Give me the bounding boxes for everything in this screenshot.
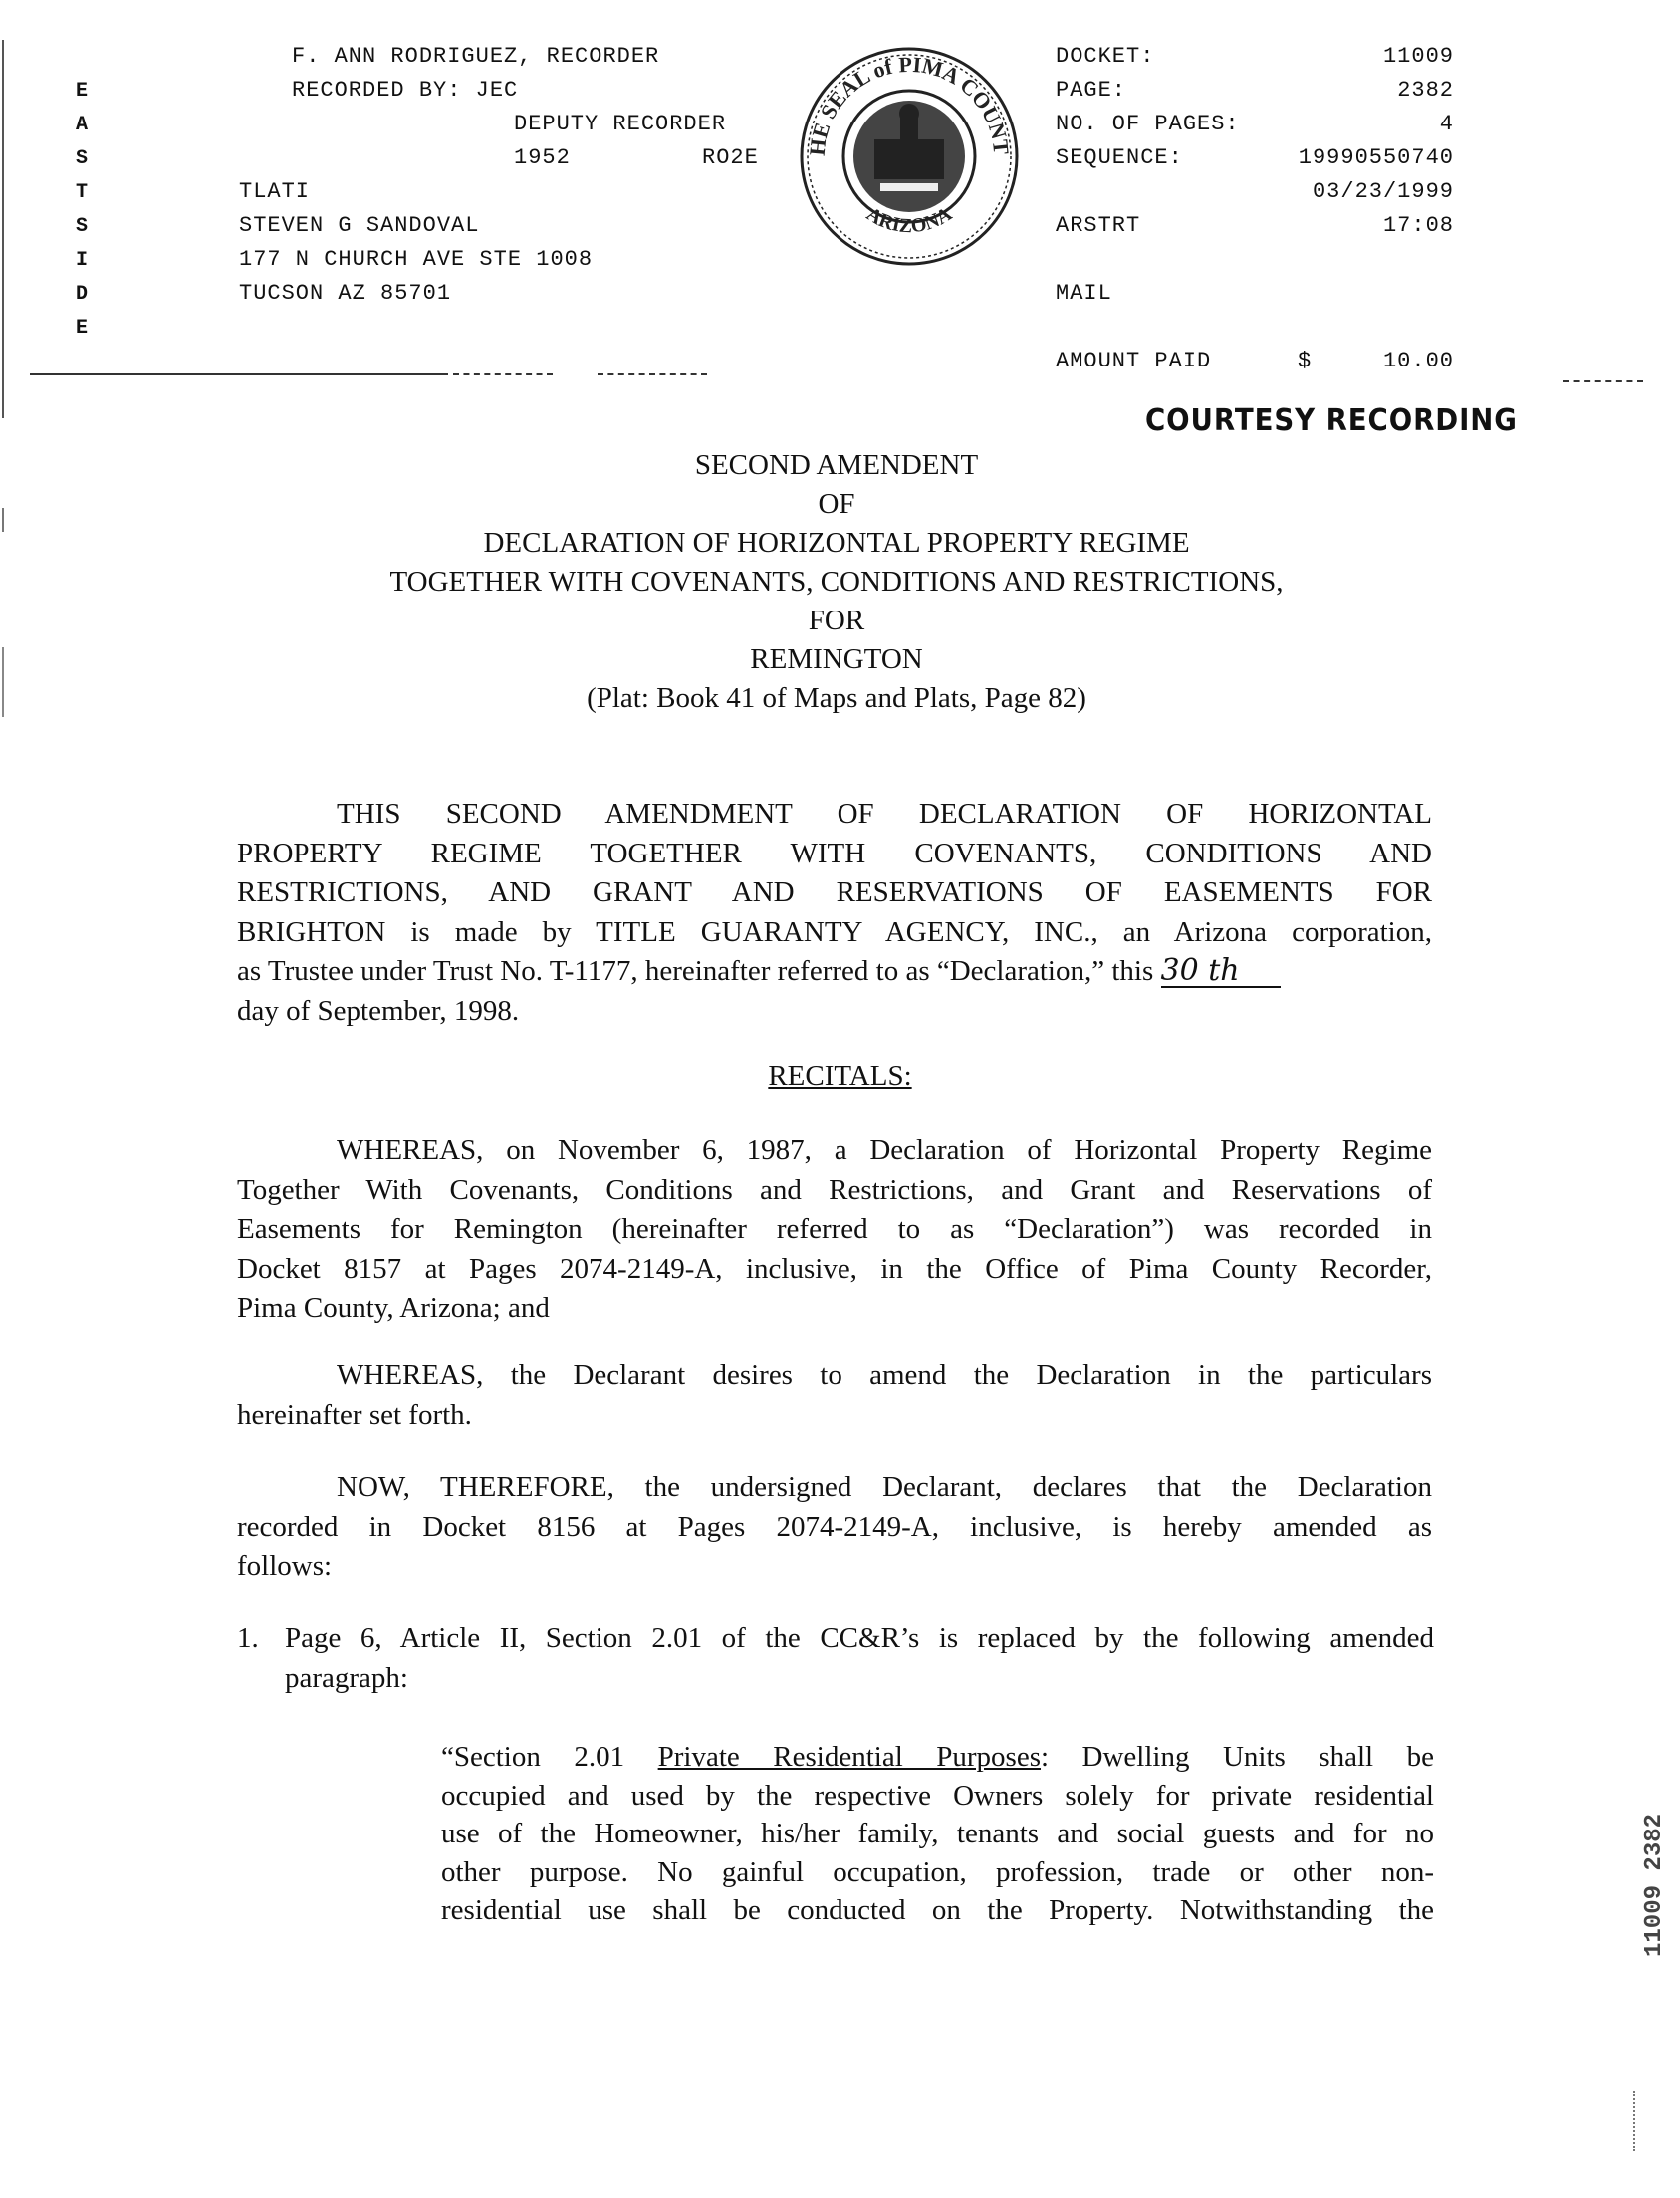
header-rule [1563, 380, 1643, 382]
paragraph-line: Easements for Remington (hereinafter referred to as “Declaration”) was recorded in [237, 1213, 1432, 1245]
tlati-label: TLATI [239, 179, 311, 204]
pima-county-seal [795, 42, 1024, 271]
return-name: STEVEN G SANDOVAL [239, 213, 480, 238]
title-line: SECOND AMENDENT [694, 449, 979, 481]
title-line: REMINGTON [750, 643, 923, 675]
paragraph-line: occupied and used by the respective Owners solely for private residential [441, 1779, 1434, 1812]
paragraph-line: Page 6, Article II, Section 2.01 of the CC&R’s is replaced by the following amended [285, 1622, 1434, 1654]
paragraph-line: BRIGHTON is made by TITLE GUARANTY AGENCY, INC., an Arizona corporation, [237, 915, 1432, 948]
section-heading-line [441, 1738, 1434, 1777]
pages-value: 4 [1439, 112, 1454, 136]
eastside-letter: I [75, 249, 88, 272]
scan-margin-line [2, 40, 4, 418]
paragraph-line: use of the Homeowner, his/her family, tenants and social guests and for no [441, 1818, 1434, 1849]
paragraph-line: Together With Covenants, Conditions and Restrictions, and Grant and Reservations of [237, 1173, 1432, 1206]
paragraph-line: Pima County, Arizona; and [237, 1292, 550, 1324]
seal-bottom-text: ARIZONA [862, 202, 956, 238]
paragraph-line-with-date [237, 952, 1432, 992]
amount-label: AMOUNT PAID [1056, 349, 1212, 373]
side-docket-code [1641, 1618, 1671, 1967]
paragraph-line: recorded in Docket 8156 at Pages 2074-2149-A, inclusive, is hereby amended as [237, 1510, 1432, 1543]
paragraph-line: PROPERTY REGIME TOGETHER WITH COVENANTS, CONDITIONS AND [237, 837, 1432, 869]
pages-label: NO. OF PAGES: [1056, 112, 1240, 136]
header-rule [453, 373, 553, 375]
recorder-code: 1952 [514, 145, 571, 170]
seal-top-text: HE SEAL of PIMA COUNT [804, 51, 1015, 157]
handwritten-day: 30 th [1161, 956, 1281, 988]
recitals-heading [0, 1060, 1680, 1093]
paragraph-line: paragraph: [285, 1662, 408, 1694]
eastside-letter: E [75, 317, 88, 340]
section-prefix: “Section 2.01 [441, 1741, 658, 1773]
title-line: DECLARATION OF HORIZONTAL PROPERTY REGIME [483, 527, 1190, 559]
deputy-recorder: DEPUTY RECORDER [514, 112, 727, 136]
header-rule [30, 373, 448, 375]
title-line: OF [818, 488, 855, 520]
paragraph-line: follows: [237, 1550, 333, 1582]
section-2-01-quote [441, 1738, 1434, 1930]
paragraph-line: other purpose. No gainful occupation, profession, trade or other non- [441, 1855, 1434, 1888]
amount-value: 10.00 [1382, 349, 1454, 373]
section-heading: Private Residential Purposes [657, 1741, 1041, 1773]
now-therefore-paragraph [237, 1468, 1432, 1587]
docket-label: DOCKET: [1056, 44, 1155, 69]
sequence-value: 19990550740 [1298, 145, 1454, 170]
recorder-name: F. ANN RODRIGUEZ, RECORDER [292, 44, 660, 69]
record-time: 17:08 [1382, 213, 1454, 238]
paragraph-line: as Trustee under Trust No. T-1177, hereinafter referred to as “Declaration,” this [237, 955, 1154, 987]
record-date: 03/23/1999 [1312, 179, 1454, 204]
paragraph-line: WHEREAS, the Declarant desires to amend the Declaration in the particulars [337, 1359, 1432, 1391]
docket-value: 11009 [1382, 44, 1454, 69]
eastside-column [70, 75, 94, 346]
paragraph-line: WHEREAS, on November 6, 1987, a Declaration of Horizontal Property Regime [337, 1134, 1432, 1166]
eastside-letter: S [75, 215, 88, 238]
eastside-letter: E [75, 80, 88, 103]
intro-paragraph [237, 795, 1432, 1031]
title-line: TOGETHER WITH COVENANTS, CONDITIONS AND RESTRICTIONS, [389, 566, 1284, 598]
scan-margin-mark [2, 508, 4, 532]
title-line: FOR [808, 605, 865, 636]
paragraph-line: residential use shall be conducted on the Property. Notwithstanding the [441, 1894, 1434, 1926]
scan-margin-mark [2, 647, 4, 717]
eastside-letter: A [75, 114, 88, 136]
arstrt-label: ARSTRT [1056, 213, 1141, 238]
paragraph-line: THIS SECOND AMENDMENT OF DECLARATION OF HORIZONTAL [337, 798, 1432, 830]
courtesy-recording-stamp: COURTESY RECORDING [1145, 403, 1518, 438]
plat-reference: (Plat: Book 41 of Maps and Plats, Page 82) [587, 682, 1086, 714]
page-value: 2382 [1397, 78, 1454, 103]
recorded-by: RECORDED BY: JEC [292, 78, 519, 103]
whereas-paragraph-2 [237, 1356, 1432, 1435]
paragraph-line: Docket 8157 at Pages 2074-2149-A, inclusive, in the Office of Pima County Recorder, [237, 1252, 1432, 1285]
amendment-item-1-text [285, 1618, 1434, 1698]
eastside-letter: S [75, 147, 88, 170]
paragraph-line: day of September, 1998. [237, 994, 520, 1027]
paragraph-line: hereinafter set forth. [237, 1398, 472, 1431]
paragraph-line: RESTRICTIONS, AND GRANT AND RESERVATIONS OF EASEMENTS FOR [237, 876, 1432, 908]
section-heading-rest: : Dwelling Units shall be [1040, 1741, 1434, 1773]
item-number: 1. [237, 1622, 259, 1654]
paragraph-line: NOW, THEREFORE, the undersigned Declarant, declares that the Declaration [337, 1471, 1432, 1503]
recitals-heading-text: RECITALS: [768, 1060, 912, 1092]
mail-label: MAIL [1056, 281, 1112, 306]
eastside-letter: D [75, 283, 88, 306]
header-rule [598, 373, 707, 375]
whereas-paragraph-1 [237, 1131, 1432, 1329]
amendment-item-1 [237, 1618, 259, 1658]
return-address: 177 N CHURCH AVE STE 1008 [239, 247, 594, 272]
page-label: PAGE: [1056, 78, 1127, 103]
return-city: TUCSON AZ 85701 [239, 281, 452, 306]
recorder-suffix: RO2E [702, 145, 759, 170]
scan-margin-mark [1633, 2091, 1637, 2151]
sequence-label: SEQUENCE: [1056, 145, 1183, 170]
eastside-letter: T [75, 181, 88, 204]
amount-currency: $ [1298, 349, 1313, 373]
document-title [239, 446, 1434, 718]
side-docket-text: 11009 2382 [1641, 1813, 1668, 1957]
